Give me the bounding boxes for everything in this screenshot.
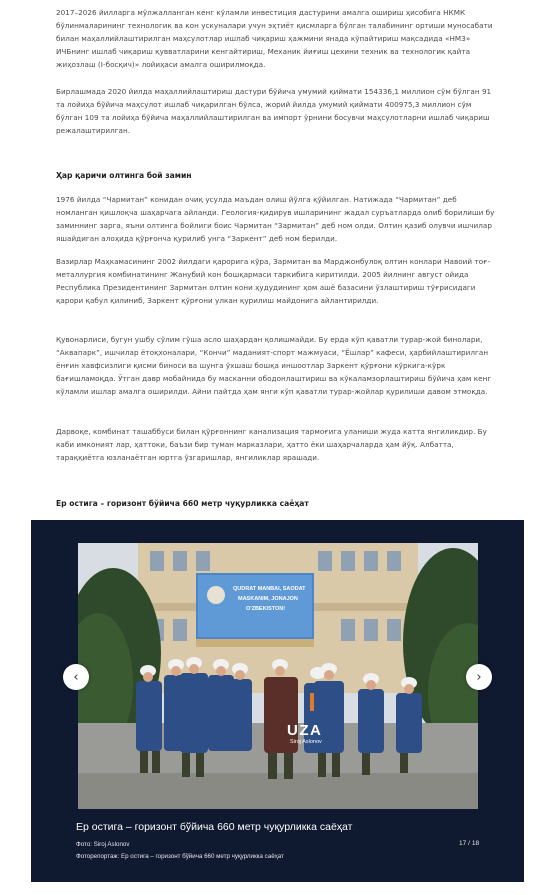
article-paragraph-6: Дарвоқе, комбинат ташаббуси билан қўрғоннинг канализация тармоғига уланиши жуда катта янгиликдир. Бу каби имконият лар, ҳаттоки, баъзи бир туман марказлари, ҳатто ёки шаҳарчаларда ҳам йўқ. Албатта, тараққиётга юзланаётган юртга ўзгаришлар, янгиликлар ярашади.: [56, 427, 487, 462]
section-heading-gold-land: Ҳар қаричи олтинга бой замин: [56, 171, 192, 180]
uza-watermark: [287, 722, 322, 745]
watermark-author: Siroj Aslonov: [290, 739, 322, 745]
banner-line-2: MASKANIM, JONAJON: [238, 596, 298, 602]
miners-photo-illustration: [78, 543, 478, 809]
chevron-right-icon: ›: [476, 669, 482, 685]
uza-logo: UZA: [287, 722, 323, 739]
banner-line-1: QUDRAT MANBAI, SAODAT: [233, 586, 306, 592]
chevron-left-icon: ‹: [73, 669, 79, 685]
banner-line-3: O'ZBEKISTON!: [246, 606, 286, 612]
photo-gallery: [31, 520, 524, 882]
gallery-caption: Ер остига – горизонт бўйича 660 метр чуқурликка саёҳат: [76, 821, 353, 833]
article-paragraph-5: Қувонарлиси, бугун ушбу сўлим гўша асло шаҳардан қолишмайди. Бу ерда кўп қаватли турар-жой бинолари, “Аквапарк”, ишчилар ётоқхоналари, “Кончи” маданият-спорт мажмуаси, “Ёшлар” кафеси, ҳарбийлаштирилган ёнғин хавфсизлиги қисми биноси ва шунга ўхшаш бошқа иншоотлар Заркент қўрғони кўркига-кўрк бағишламоқда. Ўтган давр мобайнида бу масканни ободонлаштириш ва кўкаламзорлаштириш бўйича ҳам кенг кўламли ишлар амалга оширилди. Айни пайтда ҳам янги кўп қаватли турар-жойлар қурилиши давом этмоқда.: [56, 335, 492, 396]
article-paragraph-3: 1976 йилда “Чармитан” конидан очиқ усулда маъдан олиш йўлга қўйилган. Натижада “Чармитан” деб номланган қишлоқча шаҳарчага айланди. Геология-қидирув ишларининг жадал суръатларда олиб борилиши бу заминнинг зарга, яъни олтинга бойлиги боис Чармитан “Зармитан” деб ном олди. Олтин қазиб олувчи ишчилар яшайдиган алоҳида қўрғонча қурилиб унга “Заркент” деб ном берилди.: [56, 195, 495, 243]
gallery-prev-button[interactable]: [63, 664, 89, 690]
section-heading-underground: Ер остига – горизонт бўйича 660 метр чуқурликка саёҳат: [56, 499, 309, 508]
gallery-counter: 17 / 18: [459, 840, 480, 847]
article-paragraph-4: Вазирлар Маҳкамасининг 2002 йилдаги қарорига кўра, Зармитан ва Марджонбулоқ олтин конлари Навоий тоғ-металлургия комбинатининг Жанубий кон бошқармаси таркибига киритилди. 2005 йилнинг август ойида Республика Президентининг Зармитан олтин кони ҳудудининг ҳом ашё базасини ўзлаштириш тўғрисидаги қарори қабул қилиниб, Заркент қўрғони улкан қурилиш майдонига айлантирилди.: [56, 257, 491, 305]
article-paragraph-1: 2017–2026 йилларга мўлжалланган кенг кўламли инвестиция дастурини амалга ошириш ҳисобига НКМК бўлинмаларининг технологик ва кон ускуналари учун эҳтиёт қисмларга бўлган талабининг ортиши муносабати билан маҳаллийлаштирилган маҳсулотлар ишлаб чиқариш ҳажмини янада кўпайтириш мақсадида «НМЗ» ИЧБнинг ишлаб чиқариш қувватларини кенгайтириш, Механик йиғиш цехини техник ва технологик қайта жиҳозлаш (I-босқич)» лойиҳаси амалга оширилмоқда.: [56, 8, 493, 69]
photo-report-label: Фоторепортаж: Ер остига – горизонт бўйича 660 метр чуқурликка саёҳат: [76, 853, 284, 860]
photo-credit: Фото: Siroj Aslonov: [76, 841, 130, 848]
article-paragraph-2: Бирлашмада 2020 йилда маҳаллийлаштириш дастури бўйича умумий қиймати 154336,1 миллион сўм бўлган 91 та лойиҳа бўйича маҳсулот ишлаб чиқарилган бўлса, жорий йилда умумий қиймати 400975,3 миллион сўм бўлган 109 та лойиҳа бўйича маҳаллийлаштирилган ва импорт ўрнини босувчи маҳсулотларни ишлаб чиқариш режалаштирилган.: [56, 87, 492, 135]
gallery-next-button[interactable]: [466, 664, 492, 690]
gallery-photo[interactable]: [78, 543, 478, 809]
